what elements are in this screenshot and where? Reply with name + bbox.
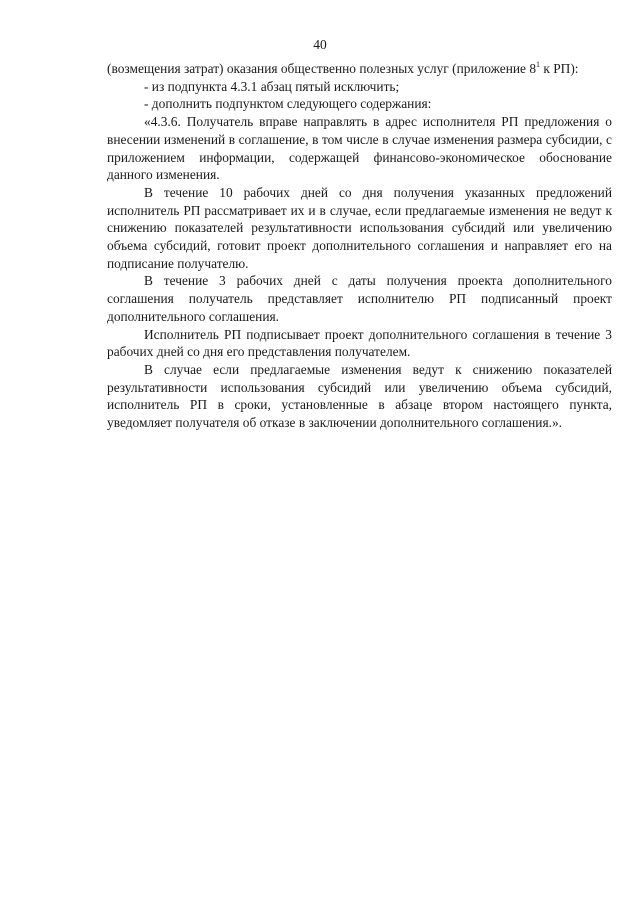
paragraph-refusal: В случае если предлагаемые изменения ведут к снижению показателей результативности использования субсидий или увеличению объема субсидий, исполнитель РП в сроки, установленные в абзаце втором настоящего пункта, уведомляет получателя об отказе в заключении дополнительного соглашения.». (107, 361, 612, 431)
list-item-add: - дополнить подпунктом следующего содержания: (144, 96, 432, 112)
paragraph-recipient-term: В течение 3 рабочих дней с даты получения проекта дополнительного соглашения получатель представляет исполнителю РП подписанный проект дополнительного соглашения. (107, 273, 612, 324)
paragraph-signing: Исполнитель РП подписывает проект дополнительного соглашения в течение 3 рабочих дней со дня его представления получателем. (107, 326, 612, 360)
superscript-mark: 1 (536, 60, 541, 69)
list-item-exclude: - из подпункта 4.3.1 абзац пятый исключить; (144, 78, 400, 94)
paragraph-review-term: В течение 10 рабочих дней со дня получения указанных предложений исполнитель РП рассматривает их и в случае, если предлагаемые изменения не ведут к снижению показателей результативности использования субсидий или увеличению объема субсидий, готовит проект дополнительного соглашения и направляет его на подписание получателю. (107, 184, 612, 271)
document-body (107, 60, 612, 432)
paragraph-continuation-text: (возмещения затрат) оказания общественно полезных услуг (приложение 8 (107, 61, 537, 76)
paragraph-4-3-6: «4.3.6. Получатель вправе направлять в адрес исполнителя РП предложения о внесении изменений в соглашение, в том числе в случае изменения размера субсидии, с приложением информации, содержащей финансово-экономическое обоснование данного изменения. (107, 114, 612, 183)
paragraph-continuation-tail: к РП): (540, 61, 579, 76)
paragraph-continuation (107, 60, 612, 78)
page-number: 40 (313, 37, 327, 52)
